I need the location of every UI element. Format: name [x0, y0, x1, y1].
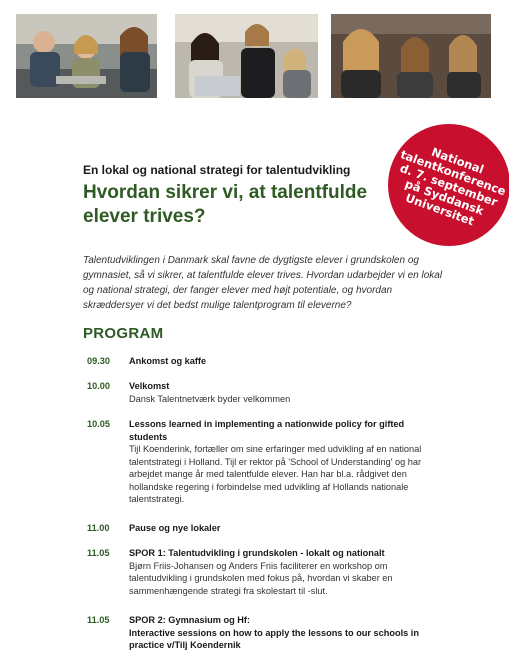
- program-item-time: 11.05: [87, 548, 110, 558]
- program-item-time: 10.00: [87, 381, 110, 391]
- program-item-desc: Dansk Talentnetværk byder velkommen: [129, 393, 291, 404]
- header-photo-students-1: [16, 14, 157, 98]
- program-item-title: Pause og nye lokaler: [129, 523, 221, 533]
- page-subtitle: En lokal og national strategi for talentudvikling: [83, 163, 351, 177]
- event-badge: [388, 124, 509, 246]
- page-title: Hvordan sikrer vi, at talentfulde elever trives?: [83, 182, 368, 227]
- event-badge-text: National talentkonference d. 7. september på Syddansk Universitet: [398, 144, 509, 228]
- program-item-title: Ankomst og kaffe: [129, 356, 207, 366]
- header-photo-audience: [331, 14, 491, 98]
- program-item-title: SPOR 2: Gymnasium og Hf: Interactive sessions on how to apply the lessons to our schools in practice v/Tilj Koendernik: [129, 615, 419, 650]
- program-item-desc: Bjørn Friis-Johansen og Anders Friis faciliterer en workshop om talentudvikling i grundskolen med fokus på, hvordan vi skaber en sammenhængende strategi fra skolestart til -slut.: [129, 560, 393, 596]
- program-heading: PROGRAM: [83, 325, 164, 342]
- program-item-time: 11.05: [87, 615, 110, 625]
- program-item-title: Lessons learned in implementing a nationwide policy for gifted students: [129, 419, 405, 442]
- program-item-desc: Tijl Koenderink, fortæller om sine erfaringer med udvikling af en national talentstrategi i Holland. Tijl er rektor på 'School of Understanding' og har arbejdet mange år med talentfulde elever. Han har bl.a. rådgivet den hollandske regering i forbindelse med udvikling af Hollands nationale talentstrategi.: [129, 444, 422, 504]
- program-item-time: 11.00: [87, 523, 110, 533]
- program-item-time: 09.30: [87, 356, 110, 366]
- program-item-title: SPOR 1: Talentudvikling i grundskolen - lokalt og nationalt: [129, 548, 385, 558]
- intro-paragraph: Talentudviklingen i Danmark skal favne de dygtigste elever i grundskolen og gymnasiet, så vi sikrer, at talentfulde elever trives. Hvordan udarbejder vi en lokal og national strategi, der fanger elever med højt potentiale, og hvordan skræddersyer vi det bedst mulige talentprogram til eleverne?: [83, 255, 443, 311]
- header-photo-students-2: [175, 14, 318, 98]
- program-item-title: Velkomst: [129, 381, 170, 391]
- program-item-time: 10.05: [87, 419, 110, 429]
